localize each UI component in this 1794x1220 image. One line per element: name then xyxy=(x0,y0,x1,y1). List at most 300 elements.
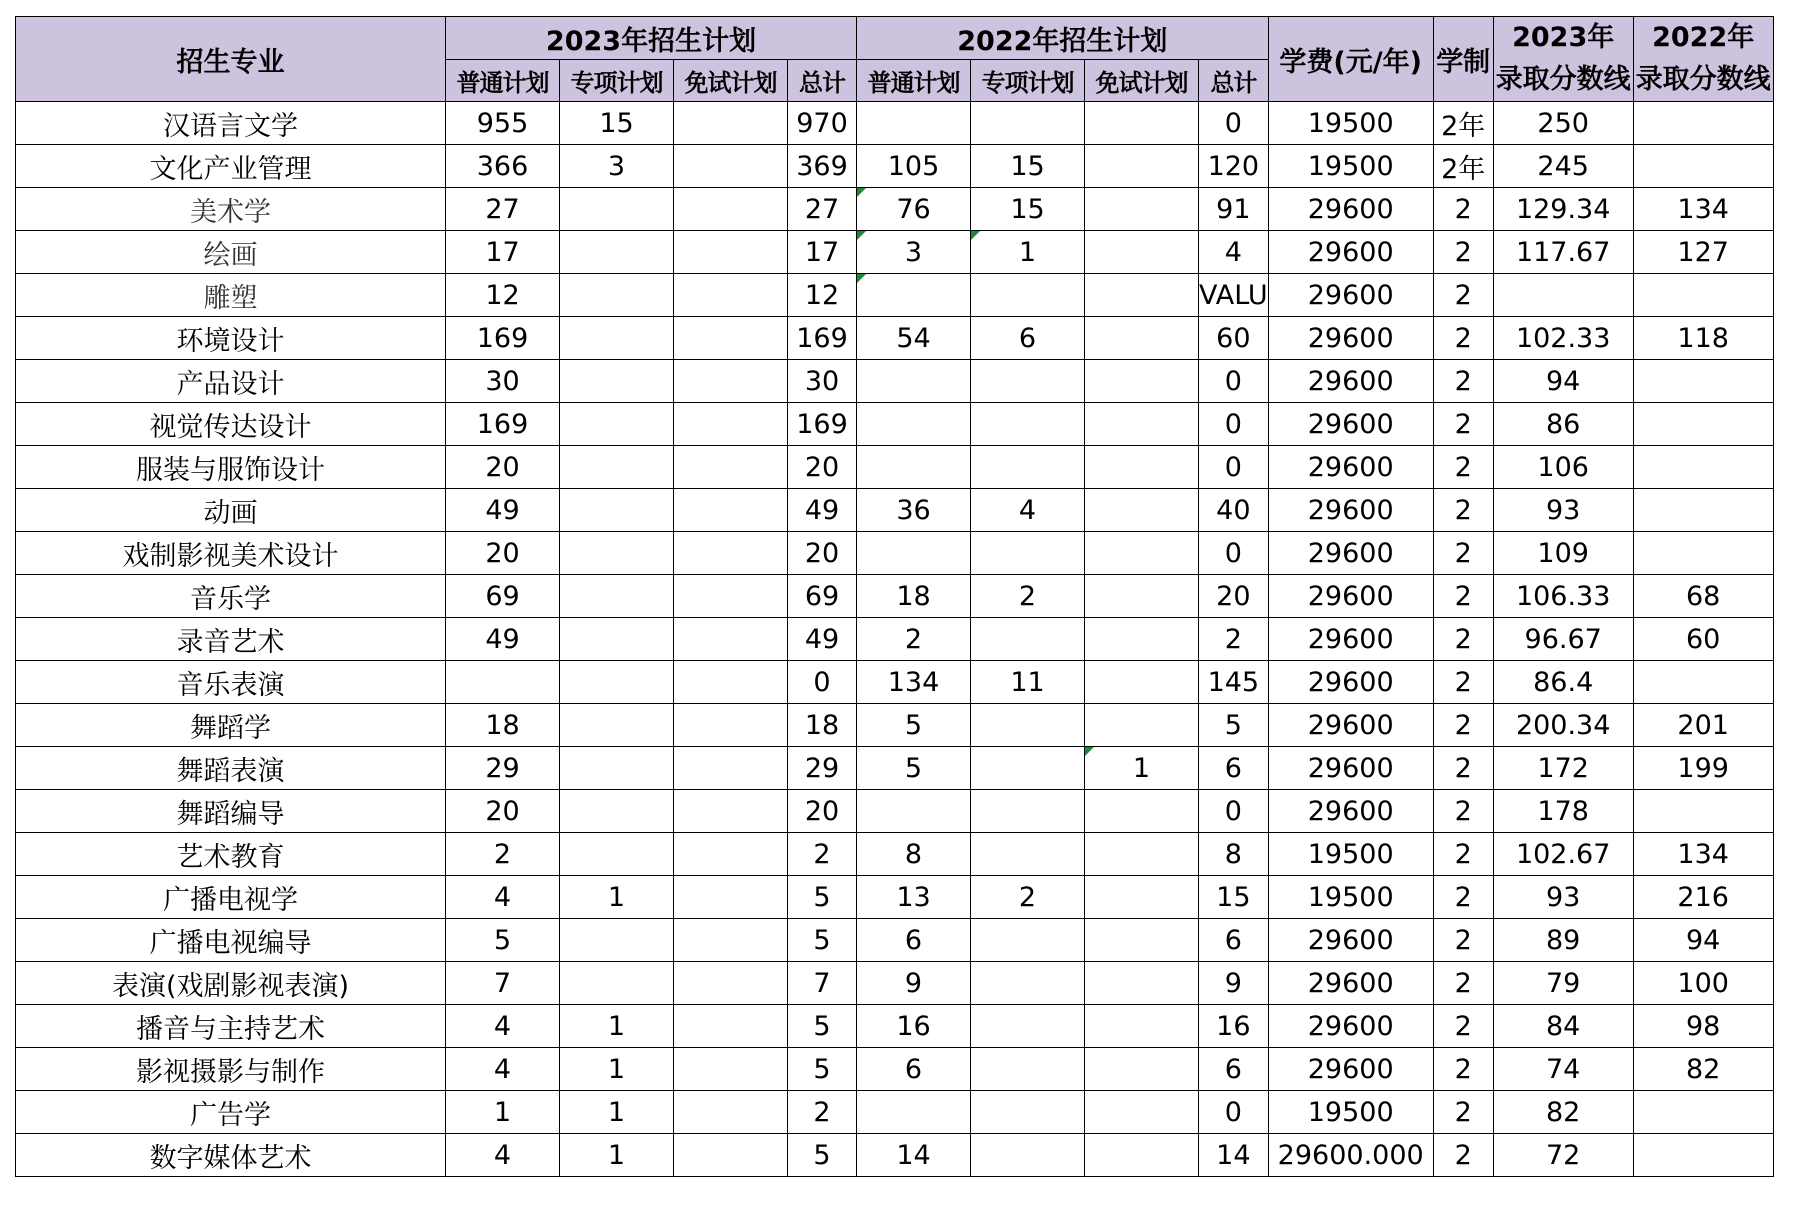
cell-major[interactable]: 广播电视学 xyxy=(16,876,446,919)
cell-duration[interactable]: 2 xyxy=(1433,446,1493,489)
cell-duration[interactable]: 2 xyxy=(1433,532,1493,575)
cell-2023-general[interactable]: 955 xyxy=(446,102,560,145)
cell-score-2022[interactable] xyxy=(1633,145,1773,188)
cell-2023-general[interactable]: 5 xyxy=(446,919,560,962)
cell-2022-exempt[interactable] xyxy=(1085,489,1199,532)
cell-2023-total[interactable]: 5 xyxy=(788,876,857,919)
cell-score-2023[interactable] xyxy=(1493,274,1633,317)
header-2023-general[interactable]: 普通计划 xyxy=(446,60,560,102)
cell-score-2022[interactable]: 82 xyxy=(1633,1048,1773,1091)
cell-2022-general[interactable]: 9 xyxy=(857,962,971,1005)
cell-2022-exempt[interactable] xyxy=(1085,919,1199,962)
cell-2022-special[interactable]: 15 xyxy=(971,188,1085,231)
cell-2022-special[interactable] xyxy=(971,446,1085,489)
cell-tuition[interactable]: 29600 xyxy=(1268,188,1433,231)
cell-2022-special[interactable]: 4 xyxy=(971,489,1085,532)
cell-2022-general[interactable]: 13 xyxy=(857,876,971,919)
cell-major[interactable]: 绘画 xyxy=(16,231,446,274)
cell-major[interactable]: 文化产业管理 xyxy=(16,145,446,188)
cell-major[interactable]: 播音与主持艺术 xyxy=(16,1005,446,1048)
cell-score-2022[interactable] xyxy=(1633,661,1773,704)
cell-2023-exempt[interactable] xyxy=(674,575,788,618)
cell-2023-general[interactable] xyxy=(446,661,560,704)
cell-2022-general[interactable] xyxy=(857,360,971,403)
cell-2022-special[interactable] xyxy=(971,704,1085,747)
cell-2023-special[interactable] xyxy=(560,446,674,489)
cell-2022-general[interactable]: 16 xyxy=(857,1005,971,1048)
cell-2022-total[interactable]: 0 xyxy=(1199,790,1269,833)
cell-score-2023[interactable]: 86.4 xyxy=(1493,661,1633,704)
cell-2022-exempt[interactable] xyxy=(1085,1091,1199,1134)
cell-score-2023[interactable]: 245 xyxy=(1493,145,1633,188)
cell-score-2022[interactable] xyxy=(1633,360,1773,403)
cell-2022-special[interactable] xyxy=(971,919,1085,962)
cell-2023-total[interactable]: 30 xyxy=(788,360,857,403)
cell-2023-special[interactable]: 15 xyxy=(560,102,674,145)
cell-major[interactable]: 录音艺术 xyxy=(16,618,446,661)
cell-2023-exempt[interactable] xyxy=(674,618,788,661)
cell-2023-general[interactable]: 20 xyxy=(446,790,560,833)
cell-2022-total[interactable]: 60 xyxy=(1199,317,1269,360)
cell-tuition[interactable]: 29600 xyxy=(1268,403,1433,446)
cell-tuition[interactable]: 29600 xyxy=(1268,661,1433,704)
cell-2022-exempt[interactable] xyxy=(1085,102,1199,145)
cell-2023-total[interactable]: 5 xyxy=(788,1005,857,1048)
cell-score-2022[interactable]: 199 xyxy=(1633,747,1773,790)
cell-2022-general[interactable]: 105 xyxy=(857,145,971,188)
cell-2023-special[interactable] xyxy=(560,575,674,618)
cell-2022-general[interactable]: 54 xyxy=(857,317,971,360)
cell-2022-exempt[interactable] xyxy=(1085,145,1199,188)
cell-score-2022[interactable] xyxy=(1633,403,1773,446)
cell-2022-total[interactable]: 16 xyxy=(1199,1005,1269,1048)
cell-2023-general[interactable]: 1 xyxy=(446,1091,560,1134)
cell-2023-exempt[interactable] xyxy=(674,188,788,231)
cell-major[interactable]: 汉语言文学 xyxy=(16,102,446,145)
cell-duration[interactable]: 2年 xyxy=(1433,145,1493,188)
cell-2023-general[interactable]: 20 xyxy=(446,446,560,489)
cell-2022-exempt[interactable] xyxy=(1085,876,1199,919)
cell-duration[interactable]: 2 xyxy=(1433,962,1493,1005)
cell-score-2022[interactable]: 68 xyxy=(1633,575,1773,618)
cell-2023-total[interactable]: 2 xyxy=(788,1091,857,1134)
cell-2022-general[interactable]: 18 xyxy=(857,575,971,618)
cell-tuition[interactable]: 19500 xyxy=(1268,833,1433,876)
cell-2022-total[interactable]: 0 xyxy=(1199,446,1269,489)
header-duration[interactable]: 学制 xyxy=(1433,17,1493,102)
cell-tuition[interactable]: 29600 xyxy=(1268,618,1433,661)
cell-score-2022[interactable] xyxy=(1633,274,1773,317)
cell-2023-general[interactable]: 2 xyxy=(446,833,560,876)
cell-duration[interactable]: 2 xyxy=(1433,1134,1493,1177)
cell-2023-total[interactable]: 5 xyxy=(788,1048,857,1091)
cell-2022-total[interactable]: 6 xyxy=(1199,1048,1269,1091)
cell-2022-general[interactable]: 36 xyxy=(857,489,971,532)
cell-2023-special[interactable] xyxy=(560,274,674,317)
cell-2023-general[interactable]: 17 xyxy=(446,231,560,274)
cell-2023-total[interactable]: 7 xyxy=(788,962,857,1005)
cell-tuition[interactable]: 19500 xyxy=(1268,876,1433,919)
cell-2022-general[interactable]: 2 xyxy=(857,618,971,661)
cell-2022-general[interactable]: 76 xyxy=(857,188,971,231)
cell-score-2023[interactable]: 86 xyxy=(1493,403,1633,446)
header-score-2022[interactable] xyxy=(1633,17,1773,102)
cell-2022-special[interactable]: 2 xyxy=(971,876,1085,919)
cell-2022-general[interactable]: 6 xyxy=(857,919,971,962)
cell-tuition[interactable]: 19500 xyxy=(1268,102,1433,145)
cell-2023-special[interactable] xyxy=(560,489,674,532)
cell-2023-exempt[interactable] xyxy=(674,962,788,1005)
header-plan-2023[interactable]: 2023年招生计划 xyxy=(446,17,857,60)
cell-tuition[interactable]: 29600 xyxy=(1268,747,1433,790)
cell-2023-exempt[interactable] xyxy=(674,317,788,360)
cell-2022-special[interactable]: 1 xyxy=(971,231,1085,274)
cell-tuition[interactable]: 29600 xyxy=(1268,962,1433,1005)
cell-2022-special[interactable] xyxy=(971,1005,1085,1048)
header-tuition[interactable]: 学费(元/年) xyxy=(1268,17,1433,102)
cell-2023-exempt[interactable] xyxy=(674,747,788,790)
cell-2022-special[interactable] xyxy=(971,1134,1085,1177)
cell-major[interactable]: 动画 xyxy=(16,489,446,532)
cell-2022-special[interactable]: 2 xyxy=(971,575,1085,618)
cell-major[interactable]: 艺术教育 xyxy=(16,833,446,876)
cell-2023-special[interactable]: 1 xyxy=(560,1134,674,1177)
cell-2022-exempt[interactable] xyxy=(1085,403,1199,446)
cell-2023-total[interactable]: 20 xyxy=(788,446,857,489)
cell-2023-exempt[interactable] xyxy=(674,102,788,145)
cell-2023-total[interactable]: 169 xyxy=(788,403,857,446)
header-2022-exempt[interactable]: 免试计划 xyxy=(1085,60,1199,102)
cell-2023-special[interactable] xyxy=(560,962,674,1005)
cell-2023-special[interactable] xyxy=(560,833,674,876)
cell-score-2022[interactable]: 201 xyxy=(1633,704,1773,747)
cell-2022-total[interactable]: 40 xyxy=(1199,489,1269,532)
cell-2023-general[interactable]: 30 xyxy=(446,360,560,403)
cell-2023-total[interactable]: 0 xyxy=(788,661,857,704)
cell-2022-exempt[interactable] xyxy=(1085,317,1199,360)
cell-2023-special[interactable] xyxy=(560,919,674,962)
cell-2022-special[interactable]: 6 xyxy=(971,317,1085,360)
cell-major[interactable]: 服装与服饰设计 xyxy=(16,446,446,489)
cell-2022-exempt[interactable] xyxy=(1085,661,1199,704)
cell-2023-exempt[interactable] xyxy=(674,790,788,833)
header-plan-2022[interactable]: 2022年招生计划 xyxy=(857,17,1269,60)
cell-tuition[interactable]: 29600 xyxy=(1268,489,1433,532)
cell-major[interactable]: 影视摄影与制作 xyxy=(16,1048,446,1091)
cell-2022-special[interactable] xyxy=(971,747,1085,790)
cell-tuition[interactable]: 29600 xyxy=(1268,790,1433,833)
cell-2022-general[interactable] xyxy=(857,790,971,833)
cell-2022-general[interactable] xyxy=(857,102,971,145)
cell-2023-special[interactable]: 1 xyxy=(560,1005,674,1048)
cell-2022-general[interactable]: 3 xyxy=(857,231,971,274)
cell-2022-general[interactable]: 134 xyxy=(857,661,971,704)
cell-2023-exempt[interactable] xyxy=(674,145,788,188)
cell-2022-exempt[interactable] xyxy=(1085,446,1199,489)
cell-2023-special[interactable] xyxy=(560,661,674,704)
cell-2023-special[interactable] xyxy=(560,403,674,446)
cell-score-2023[interactable]: 94 xyxy=(1493,360,1633,403)
cell-major[interactable]: 产品设计 xyxy=(16,360,446,403)
cell-2023-general[interactable]: 4 xyxy=(446,1134,560,1177)
cell-2022-general[interactable] xyxy=(857,446,971,489)
header-major[interactable]: 招生专业 xyxy=(16,17,446,102)
cell-score-2023[interactable]: 93 xyxy=(1493,876,1633,919)
cell-2022-special[interactable]: 15 xyxy=(971,145,1085,188)
cell-2022-special[interactable] xyxy=(971,833,1085,876)
cell-2023-total[interactable]: 20 xyxy=(788,532,857,575)
cell-2022-exempt[interactable]: 1 xyxy=(1085,747,1199,790)
cell-major[interactable]: 舞蹈学 xyxy=(16,704,446,747)
cell-score-2023[interactable]: 79 xyxy=(1493,962,1633,1005)
cell-major[interactable]: 表演(戏剧影视表演) xyxy=(16,962,446,1005)
cell-2023-special[interactable] xyxy=(560,317,674,360)
cell-major[interactable]: 舞蹈表演 xyxy=(16,747,446,790)
cell-score-2022[interactable]: 134 xyxy=(1633,188,1773,231)
cell-2023-total[interactable]: 18 xyxy=(788,704,857,747)
cell-2023-total[interactable]: 69 xyxy=(788,575,857,618)
cell-tuition[interactable]: 29600 xyxy=(1268,360,1433,403)
cell-2023-special[interactable] xyxy=(560,618,674,661)
cell-2022-general[interactable] xyxy=(857,403,971,446)
cell-tuition[interactable]: 29600 xyxy=(1268,1005,1433,1048)
cell-2022-special[interactable] xyxy=(971,962,1085,1005)
cell-2023-general[interactable]: 20 xyxy=(446,532,560,575)
cell-2023-exempt[interactable] xyxy=(674,833,788,876)
cell-2022-exempt[interactable] xyxy=(1085,274,1199,317)
cell-2023-general[interactable]: 169 xyxy=(446,317,560,360)
header-score-2023[interactable] xyxy=(1493,17,1633,102)
cell-duration[interactable]: 2 xyxy=(1433,274,1493,317)
cell-score-2022[interactable]: 216 xyxy=(1633,876,1773,919)
header-2022-special[interactable]: 专项计划 xyxy=(971,60,1085,102)
cell-tuition[interactable]: 29600 xyxy=(1268,532,1433,575)
cell-2023-exempt[interactable] xyxy=(674,360,788,403)
cell-2022-total[interactable]: 120 xyxy=(1199,145,1269,188)
cell-2023-exempt[interactable] xyxy=(674,1134,788,1177)
cell-tuition[interactable]: 29600.000 xyxy=(1268,1134,1433,1177)
cell-duration[interactable]: 2 xyxy=(1433,1048,1493,1091)
cell-2023-special[interactable]: 1 xyxy=(560,1091,674,1134)
cell-2023-total[interactable]: 5 xyxy=(788,1134,857,1177)
cell-2023-exempt[interactable] xyxy=(674,446,788,489)
cell-2022-total[interactable]: 91 xyxy=(1199,188,1269,231)
cell-score-2023[interactable]: 102.33 xyxy=(1493,317,1633,360)
cell-2022-total[interactable]: 145 xyxy=(1199,661,1269,704)
cell-2023-general[interactable]: 12 xyxy=(446,274,560,317)
cell-2022-total[interactable]: 0 xyxy=(1199,1091,1269,1134)
cell-2022-total[interactable]: 0 xyxy=(1199,360,1269,403)
cell-2022-exempt[interactable] xyxy=(1085,231,1199,274)
cell-2023-general[interactable]: 18 xyxy=(446,704,560,747)
cell-score-2023[interactable]: 74 xyxy=(1493,1048,1633,1091)
cell-tuition[interactable]: 29600 xyxy=(1268,1048,1433,1091)
cell-duration[interactable]: 2 xyxy=(1433,575,1493,618)
cell-tuition[interactable]: 29600 xyxy=(1268,231,1433,274)
cell-duration[interactable]: 2 xyxy=(1433,747,1493,790)
cell-2022-special[interactable] xyxy=(971,1048,1085,1091)
cell-2022-total[interactable]: 6 xyxy=(1199,747,1269,790)
cell-2022-total[interactable]: VALU xyxy=(1199,274,1269,317)
cell-score-2023[interactable]: 172 xyxy=(1493,747,1633,790)
cell-2023-special[interactable] xyxy=(560,790,674,833)
header-2022-total[interactable]: 总计 xyxy=(1199,60,1269,102)
cell-2023-total[interactable]: 5 xyxy=(788,919,857,962)
header-2023-exempt[interactable]: 免试计划 xyxy=(674,60,788,102)
cell-2022-exempt[interactable] xyxy=(1085,704,1199,747)
cell-duration[interactable]: 2 xyxy=(1433,833,1493,876)
cell-2023-exempt[interactable] xyxy=(674,403,788,446)
cell-2022-exempt[interactable] xyxy=(1085,1048,1199,1091)
cell-duration[interactable]: 2年 xyxy=(1433,102,1493,145)
cell-2022-total[interactable]: 0 xyxy=(1199,102,1269,145)
cell-2022-special[interactable] xyxy=(971,1091,1085,1134)
cell-2022-total[interactable]: 15 xyxy=(1199,876,1269,919)
cell-2022-total[interactable]: 9 xyxy=(1199,962,1269,1005)
cell-2022-total[interactable]: 0 xyxy=(1199,403,1269,446)
cell-duration[interactable]: 2 xyxy=(1433,1005,1493,1048)
cell-2022-general[interactable]: 5 xyxy=(857,704,971,747)
cell-2022-exempt[interactable] xyxy=(1085,618,1199,661)
cell-major[interactable]: 音乐表演 xyxy=(16,661,446,704)
cell-2022-total[interactable]: 0 xyxy=(1199,532,1269,575)
cell-2022-exempt[interactable] xyxy=(1085,1134,1199,1177)
cell-2022-total[interactable]: 20 xyxy=(1199,575,1269,618)
cell-tuition[interactable]: 19500 xyxy=(1268,1091,1433,1134)
cell-score-2023[interactable]: 93 xyxy=(1493,489,1633,532)
cell-2023-exempt[interactable] xyxy=(674,1091,788,1134)
cell-2022-special[interactable] xyxy=(971,618,1085,661)
header-2023-total[interactable]: 总计 xyxy=(788,60,857,102)
cell-2023-general[interactable]: 366 xyxy=(446,145,560,188)
cell-major[interactable]: 戏制影视美术设计 xyxy=(16,532,446,575)
cell-2022-general[interactable]: 8 xyxy=(857,833,971,876)
cell-score-2023[interactable]: 102.67 xyxy=(1493,833,1633,876)
cell-2022-total[interactable]: 4 xyxy=(1199,231,1269,274)
cell-duration[interactable]: 2 xyxy=(1433,790,1493,833)
cell-duration[interactable]: 2 xyxy=(1433,704,1493,747)
cell-duration[interactable]: 2 xyxy=(1433,317,1493,360)
cell-2023-special[interactable] xyxy=(560,704,674,747)
cell-2023-special[interactable]: 3 xyxy=(560,145,674,188)
cell-2023-total[interactable]: 12 xyxy=(788,274,857,317)
cell-2022-general[interactable] xyxy=(857,274,971,317)
cell-major[interactable]: 音乐学 xyxy=(16,575,446,618)
cell-2022-exempt[interactable] xyxy=(1085,188,1199,231)
cell-2022-general[interactable] xyxy=(857,532,971,575)
cell-major[interactable]: 广播电视编导 xyxy=(16,919,446,962)
cell-2023-exempt[interactable] xyxy=(674,876,788,919)
cell-score-2022[interactable]: 98 xyxy=(1633,1005,1773,1048)
cell-2023-exempt[interactable] xyxy=(674,274,788,317)
cell-score-2023[interactable]: 84 xyxy=(1493,1005,1633,1048)
cell-2022-exempt[interactable] xyxy=(1085,532,1199,575)
cell-score-2023[interactable]: 82 xyxy=(1493,1091,1633,1134)
cell-tuition[interactable]: 19500 xyxy=(1268,145,1433,188)
cell-score-2022[interactable]: 127 xyxy=(1633,231,1773,274)
cell-2023-general[interactable]: 49 xyxy=(446,618,560,661)
cell-score-2023[interactable]: 106 xyxy=(1493,446,1633,489)
cell-2022-general[interactable]: 14 xyxy=(857,1134,971,1177)
cell-2023-special[interactable]: 1 xyxy=(560,1048,674,1091)
cell-2023-special[interactable] xyxy=(560,747,674,790)
cell-score-2022[interactable] xyxy=(1633,489,1773,532)
cell-2022-general[interactable]: 6 xyxy=(857,1048,971,1091)
cell-2023-exempt[interactable] xyxy=(674,532,788,575)
cell-2023-total[interactable]: 169 xyxy=(788,317,857,360)
cell-2022-special[interactable] xyxy=(971,790,1085,833)
cell-duration[interactable]: 2 xyxy=(1433,489,1493,532)
cell-2022-general[interactable] xyxy=(857,1091,971,1134)
cell-score-2022[interactable]: 134 xyxy=(1633,833,1773,876)
cell-2023-general[interactable]: 29 xyxy=(446,747,560,790)
cell-2023-total[interactable]: 970 xyxy=(788,102,857,145)
cell-2022-exempt[interactable] xyxy=(1085,790,1199,833)
cell-2023-total[interactable]: 49 xyxy=(788,618,857,661)
cell-2023-general[interactable]: 27 xyxy=(446,188,560,231)
cell-score-2022[interactable]: 100 xyxy=(1633,962,1773,1005)
cell-duration[interactable]: 2 xyxy=(1433,618,1493,661)
cell-score-2023[interactable]: 72 xyxy=(1493,1134,1633,1177)
cell-score-2023[interactable]: 109 xyxy=(1493,532,1633,575)
cell-2022-total[interactable]: 2 xyxy=(1199,618,1269,661)
cell-2022-total[interactable]: 6 xyxy=(1199,919,1269,962)
cell-duration[interactable]: 2 xyxy=(1433,876,1493,919)
cell-2023-total[interactable]: 49 xyxy=(788,489,857,532)
cell-major[interactable]: 美术学 xyxy=(16,188,446,231)
cell-2023-total[interactable]: 29 xyxy=(788,747,857,790)
cell-2023-exempt[interactable] xyxy=(674,1048,788,1091)
cell-score-2022[interactable] xyxy=(1633,446,1773,489)
cell-2023-special[interactable] xyxy=(560,188,674,231)
cell-2023-exempt[interactable] xyxy=(674,704,788,747)
cell-duration[interactable]: 2 xyxy=(1433,1091,1493,1134)
cell-duration[interactable]: 2 xyxy=(1433,661,1493,704)
cell-score-2023[interactable]: 96.67 xyxy=(1493,618,1633,661)
cell-2023-total[interactable]: 20 xyxy=(788,790,857,833)
cell-tuition[interactable]: 29600 xyxy=(1268,704,1433,747)
cell-2022-special[interactable] xyxy=(971,102,1085,145)
cell-2023-general[interactable]: 69 xyxy=(446,575,560,618)
cell-tuition[interactable]: 29600 xyxy=(1268,575,1433,618)
cell-score-2023[interactable]: 106.33 xyxy=(1493,575,1633,618)
cell-2023-total[interactable]: 369 xyxy=(788,145,857,188)
cell-2023-special[interactable] xyxy=(560,231,674,274)
cell-2022-special[interactable] xyxy=(971,274,1085,317)
cell-score-2023[interactable]: 250 xyxy=(1493,102,1633,145)
cell-score-2023[interactable]: 89 xyxy=(1493,919,1633,962)
cell-2022-exempt[interactable] xyxy=(1085,1005,1199,1048)
cell-score-2022[interactable] xyxy=(1633,1134,1773,1177)
cell-2023-general[interactable]: 4 xyxy=(446,1005,560,1048)
cell-2022-exempt[interactable] xyxy=(1085,962,1199,1005)
cell-score-2022[interactable]: 60 xyxy=(1633,618,1773,661)
cell-2023-general[interactable]: 49 xyxy=(446,489,560,532)
cell-2022-exempt[interactable] xyxy=(1085,360,1199,403)
cell-major[interactable]: 环境设计 xyxy=(16,317,446,360)
cell-2023-general[interactable]: 169 xyxy=(446,403,560,446)
cell-major[interactable]: 广告学 xyxy=(16,1091,446,1134)
cell-2022-special[interactable] xyxy=(971,403,1085,446)
cell-score-2022[interactable]: 94 xyxy=(1633,919,1773,962)
cell-duration[interactable]: 2 xyxy=(1433,919,1493,962)
cell-duration[interactable]: 2 xyxy=(1433,231,1493,274)
cell-2022-total[interactable]: 14 xyxy=(1199,1134,1269,1177)
cell-duration[interactable]: 2 xyxy=(1433,360,1493,403)
cell-score-2023[interactable]: 129.34 xyxy=(1493,188,1633,231)
cell-2023-special[interactable] xyxy=(560,360,674,403)
cell-score-2022[interactable] xyxy=(1633,1091,1773,1134)
